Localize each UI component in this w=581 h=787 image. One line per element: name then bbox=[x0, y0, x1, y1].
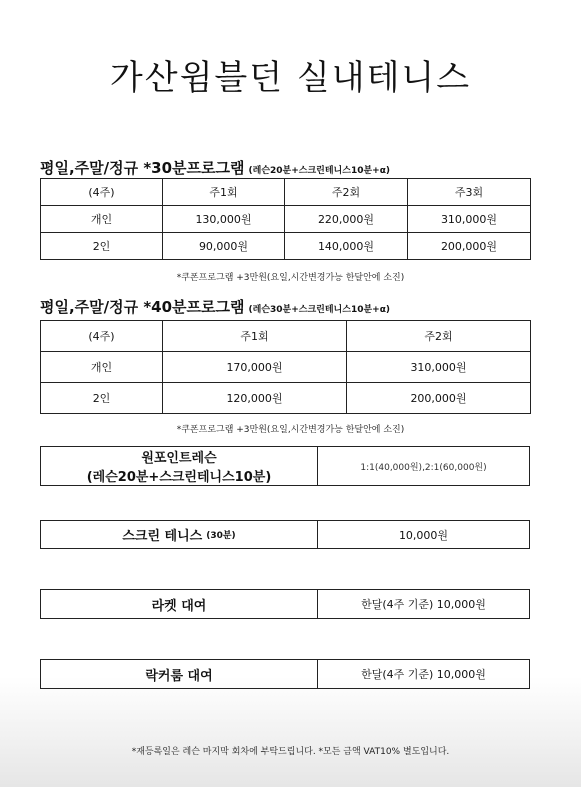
table-cell: 2인 bbox=[41, 233, 163, 260]
table-cell: (4주) bbox=[41, 179, 163, 206]
table-cell: 310,000원 bbox=[347, 352, 531, 383]
table-cell: (4주) bbox=[41, 321, 163, 352]
racket-rental-box bbox=[40, 589, 530, 619]
section-heading: 평일,주말/정규 *40분프로그램 bbox=[40, 298, 245, 316]
onepoint-label bbox=[41, 447, 318, 485]
footer-note: *재등록일은 레슨 마지막 회차에 부탁드립니다. *모든 금액 VAT10% 별도입니다. bbox=[131, 747, 450, 757]
screen-tennis-price: 10,000원 bbox=[398, 528, 449, 542]
locker-rental-box bbox=[40, 659, 530, 689]
onepoint-price: 1:1(40,000원),2:1(60,000원) bbox=[360, 462, 487, 473]
table-row bbox=[41, 383, 531, 414]
table-cell: 90,000원 bbox=[163, 233, 285, 260]
table-cell: 200,000원 bbox=[347, 383, 531, 414]
table-cell: 개인 bbox=[41, 206, 163, 233]
table-cell: 주2회 bbox=[285, 179, 408, 206]
section-title-40min bbox=[40, 296, 390, 317]
onepoint-lesson-box bbox=[40, 446, 530, 486]
price-table-40min bbox=[40, 320, 531, 414]
page-title: 가산윔블던 실내테니스 bbox=[109, 58, 472, 98]
table-row bbox=[41, 206, 531, 233]
coupon-note: *쿠폰프로그램 +3만원(요일,시간변경가능 한달안에 소진) bbox=[176, 273, 405, 283]
table-cell: 200,000원 bbox=[408, 233, 531, 260]
screen-tennis-label-text: 스크린 테니스 bbox=[122, 529, 203, 544]
racket-rental-label: 라켓 대여 bbox=[41, 590, 318, 618]
table-cell: 140,000원 bbox=[285, 233, 408, 260]
table-cell: 주3회 bbox=[408, 179, 531, 206]
table-cell: 2인 bbox=[41, 383, 163, 414]
table-header-row bbox=[41, 179, 531, 206]
table-cell: 주2회 bbox=[347, 321, 531, 352]
table-row bbox=[41, 352, 531, 383]
screen-tennis-box bbox=[40, 520, 530, 549]
table-cell: 310,000원 bbox=[408, 206, 531, 233]
table-cell: 170,000원 bbox=[163, 352, 347, 383]
coupon-note: *쿠폰프로그램 +3만원(요일,시간변경가능 한달안에 소진) bbox=[176, 425, 405, 435]
onepoint-label-line1: 원포인트레슨 bbox=[141, 451, 217, 466]
locker-rental-price: 한달(4주 기준) 10,000원 bbox=[361, 668, 486, 681]
price-table-30min bbox=[40, 178, 531, 260]
table-cell: 주1회 bbox=[163, 321, 347, 352]
section-heading: 평일,주말/정규 *30분프로그램 bbox=[40, 159, 245, 177]
screen-tennis-duration: (30분) bbox=[206, 531, 236, 541]
racket-rental-price: 한달(4주 기준) 10,000원 bbox=[361, 598, 486, 611]
table-cell: 주1회 bbox=[163, 179, 285, 206]
section-subheading: (레슨20분+스크린테니스10분+α) bbox=[248, 166, 390, 176]
screen-tennis-label bbox=[41, 521, 318, 548]
table-cell: 개인 bbox=[41, 352, 163, 383]
locker-rental-label: 락커룸 대여 bbox=[41, 660, 318, 688]
section-subheading: (레슨30분+스크린테니스10분+α) bbox=[248, 305, 390, 315]
table-cell: 130,000원 bbox=[163, 206, 285, 233]
table-cell: 220,000원 bbox=[285, 206, 408, 233]
table-row bbox=[41, 233, 531, 260]
section-title-30min bbox=[40, 157, 390, 178]
table-header-row bbox=[41, 321, 531, 352]
table-cell: 120,000원 bbox=[163, 383, 347, 414]
onepoint-label-line2: (레슨20분+스크린테니스10분) bbox=[86, 470, 272, 485]
